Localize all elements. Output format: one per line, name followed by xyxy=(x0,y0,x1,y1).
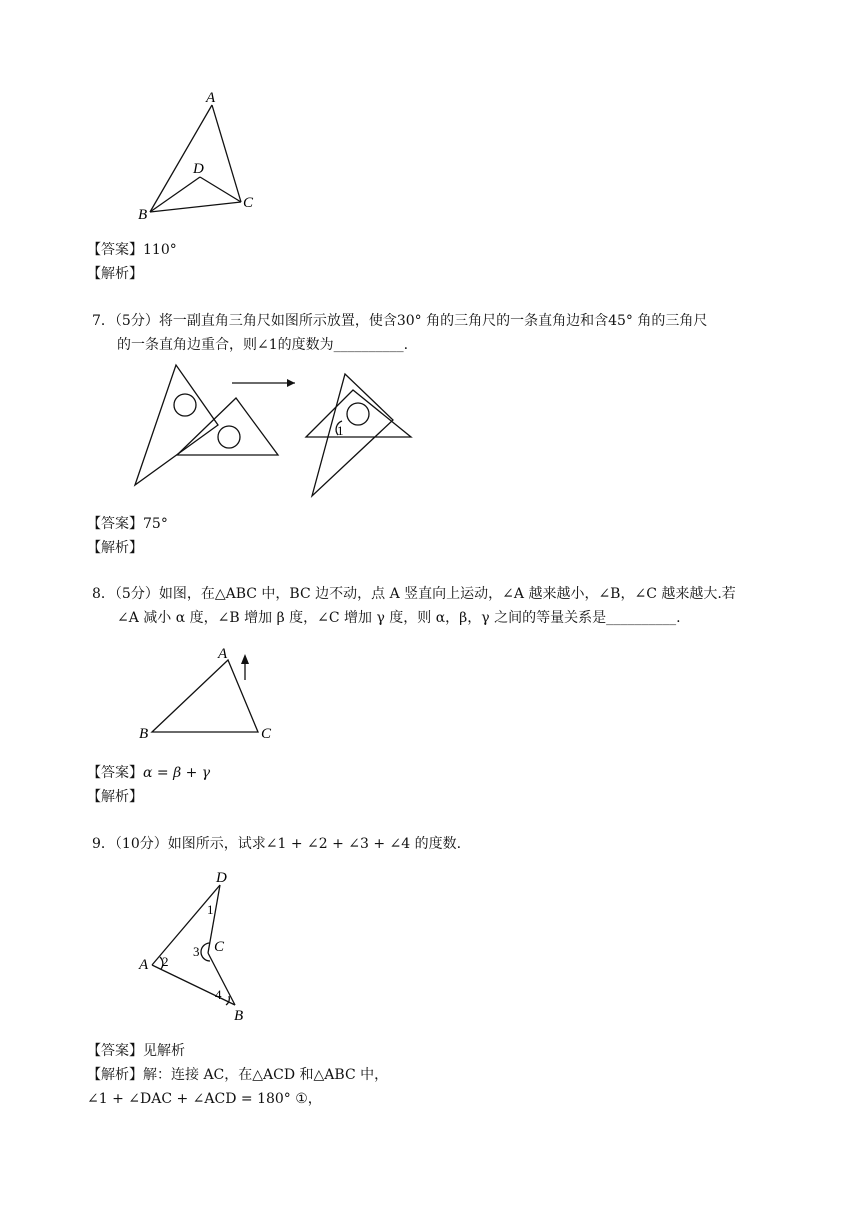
q9-answer xyxy=(87,1042,185,1060)
question-number: 7． xyxy=(92,313,115,329)
question-text: 如图所示，试求∠1 + ∠2 + ∠3 + ∠4 的度数. xyxy=(167,836,462,852)
figure-q8 xyxy=(130,640,290,750)
q7-question-line2 xyxy=(117,336,408,354)
q8-question-line2 xyxy=(117,609,681,627)
fig8-label-a: A xyxy=(218,646,228,662)
fig9-angle-3: 3 xyxy=(193,944,200,959)
answer-value: α = β + γ xyxy=(143,765,211,781)
q7-analysis xyxy=(87,539,143,557)
question-text: 的一条直角边重合，则∠1的度数为__________. xyxy=(117,337,409,353)
question-points: （5分） xyxy=(114,586,159,602)
fig9-label-a: A xyxy=(139,957,149,973)
analysis-label: 【解析】 xyxy=(87,1067,143,1083)
figure-q6 xyxy=(130,85,270,225)
fig9-label-b: B xyxy=(234,1008,244,1024)
fig9-angle-1: 1 xyxy=(207,902,214,917)
q6-answer xyxy=(87,241,177,259)
fig8-label-c: C xyxy=(261,726,272,742)
q9-analysis-line2 xyxy=(87,1090,322,1108)
fig9-label-d: D xyxy=(216,870,227,886)
answer-value: 110° xyxy=(143,242,177,258)
figure-q9 xyxy=(130,865,270,1025)
q8-question-line1 xyxy=(92,585,736,603)
question-text: 将一副直角三角尺如图所示放置，使含30° 角的三角尺的一条直角边和含45° 角的三角尺 xyxy=(158,313,708,329)
figure-q7 xyxy=(130,360,430,505)
answer-label: 【答案】 xyxy=(87,1043,143,1059)
answer-label: 【答案】 xyxy=(87,516,143,532)
question-number: 9． xyxy=(92,836,115,852)
q9-analysis xyxy=(87,1066,388,1084)
fig6-label-d: D xyxy=(193,161,204,177)
q7-question-line1 xyxy=(92,312,707,330)
q9-question xyxy=(92,835,461,853)
question-points: （5分） xyxy=(114,313,159,329)
question-points: （10分） xyxy=(114,836,168,852)
fig9-label-c: C xyxy=(214,939,225,955)
q6-analysis xyxy=(87,265,143,283)
q7-answer xyxy=(87,515,168,533)
fig9-angle-2: 2 xyxy=(162,954,169,969)
answer-label: 【答案】 xyxy=(87,242,143,258)
question-number: 8． xyxy=(92,586,115,602)
answer-label: 【答案】 xyxy=(87,765,143,781)
q8-answer xyxy=(87,764,210,782)
fig9-angle-4: 4 xyxy=(215,987,222,1002)
question-text: ∠A 减小 α 度，∠B 增加 β 度，∠C 增加 γ 度，则 α，β，γ 之间的等量关系是__________. xyxy=(117,610,681,626)
analysis-label: 【解析】 xyxy=(87,789,143,805)
fig6-label-a: A xyxy=(206,90,216,106)
fig6-label-b: B xyxy=(138,207,148,223)
question-text: 如图，在△ABC 中，BC 边不动，点 A 竖直向上运动，∠A 越来越小，∠B，∠C 越来越大.若 xyxy=(158,586,736,602)
q8-analysis xyxy=(87,788,143,806)
answer-value: 见解析 xyxy=(143,1043,185,1059)
analysis-label: 【解析】 xyxy=(87,266,143,282)
analysis-text: ∠1 + ∠DAC + ∠ACD = 180° ①， xyxy=(87,1091,322,1107)
fig8-label-b: B xyxy=(139,726,149,742)
fig6-label-c: C xyxy=(243,195,254,211)
analysis-text: 解：连接 AC，在△ACD 和△ABC 中， xyxy=(143,1067,389,1083)
answer-value: 75° xyxy=(143,516,168,532)
fig7-angle-label-1: 1 xyxy=(337,423,344,438)
analysis-label: 【解析】 xyxy=(87,540,143,556)
